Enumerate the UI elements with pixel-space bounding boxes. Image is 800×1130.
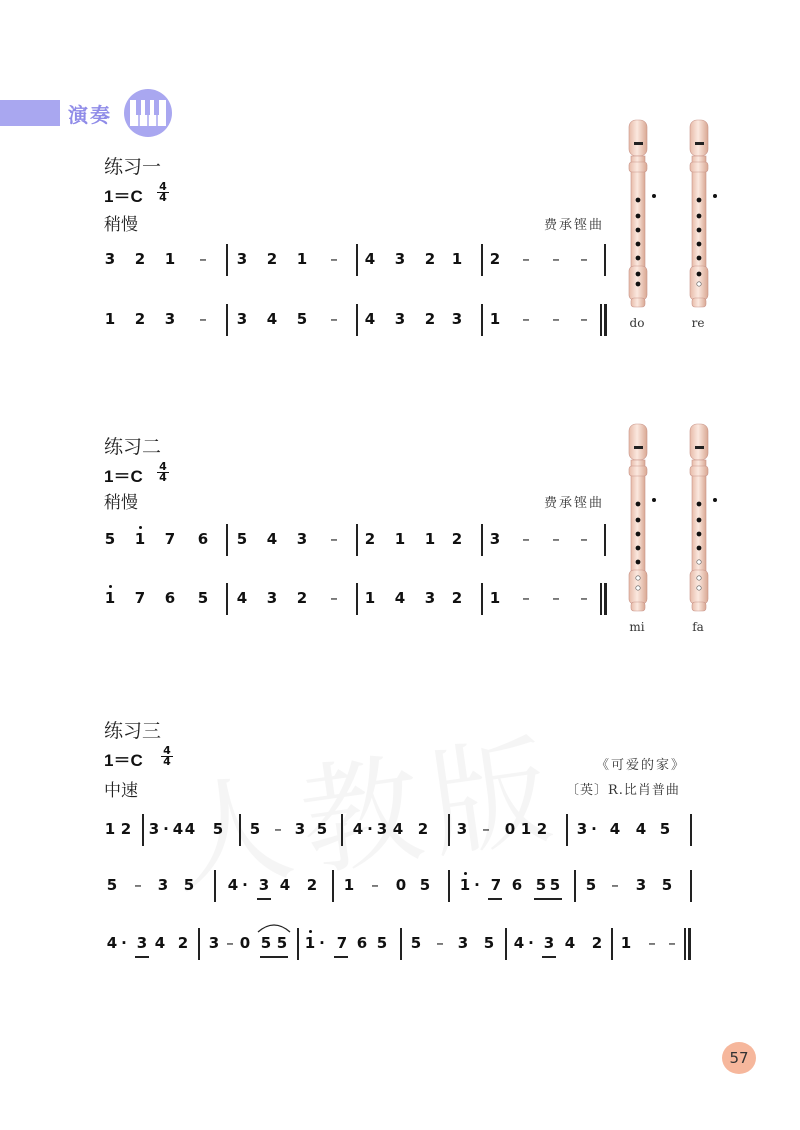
barline — [400, 928, 402, 960]
note: 7 — [134, 589, 146, 607]
note: 5 — [197, 589, 209, 607]
barline — [604, 244, 606, 276]
exercise3-song-title: 《可爱的家》 — [596, 758, 687, 773]
note: 3 — [164, 310, 176, 328]
note: 2 — [177, 934, 189, 952]
exercise1-title: 练习一 — [104, 156, 162, 178]
note-dash: – — [330, 530, 338, 548]
note: 3 — [543, 934, 555, 952]
note: 1 — [489, 310, 501, 328]
barline — [356, 244, 358, 276]
augmentation-dot: · — [121, 934, 127, 952]
note: 2 — [306, 876, 318, 894]
recorder-mi — [620, 422, 660, 614]
exercise2-time-signature — [157, 462, 169, 483]
section-header-bar — [0, 100, 60, 126]
exercise2-composer: 费承铿曲 — [544, 496, 605, 511]
underline-beam — [488, 898, 502, 900]
underline-beam — [135, 956, 149, 958]
time-bottom: 4 — [159, 471, 167, 484]
barline — [481, 583, 483, 615]
note-dash: – — [522, 250, 530, 268]
note: 6 — [356, 934, 368, 952]
note: 4 — [106, 934, 118, 952]
exercise1-composer: 费承铿曲 — [544, 218, 605, 233]
high-octave-dot — [309, 930, 312, 933]
time-top: 4 — [159, 460, 167, 473]
high-octave-dot — [464, 872, 467, 875]
note-dash: – — [522, 589, 530, 607]
note: 1 — [620, 934, 632, 952]
barline — [356, 524, 358, 556]
note-dash: – — [580, 589, 588, 607]
note: 4 — [352, 820, 364, 838]
underline-beam — [260, 956, 288, 958]
note-dash: – — [274, 820, 282, 838]
note: 5 — [535, 876, 547, 894]
note: 3 — [236, 310, 248, 328]
note: 5 — [276, 934, 288, 952]
note-dash: – — [134, 876, 142, 894]
note: 2 — [417, 820, 429, 838]
note: 3 — [148, 820, 160, 838]
note: 3 — [424, 589, 436, 607]
note: 3 — [266, 589, 278, 607]
note: 4 — [184, 820, 196, 838]
note-dash: – — [482, 820, 490, 838]
note-dash: – — [580, 250, 588, 268]
note: 5 — [249, 820, 261, 838]
time-bottom: 4 — [159, 191, 167, 204]
note: 4 — [635, 820, 647, 838]
note: 1 — [424, 530, 436, 548]
note-dash: – — [330, 250, 338, 268]
note: 5 — [236, 530, 248, 548]
note: 5 — [419, 876, 431, 894]
exercise3-key: 1＝C — [104, 751, 143, 770]
note: 3 — [489, 530, 501, 548]
note-dash: – — [371, 876, 379, 894]
note: 1 — [364, 589, 376, 607]
exercise3-title: 练习三 — [104, 720, 162, 742]
note: 5 — [585, 876, 597, 894]
exercise2-tempo: 稍慢 — [104, 493, 138, 513]
barline — [690, 870, 692, 902]
note: 1 — [343, 876, 355, 894]
note: 4 — [227, 876, 239, 894]
slur — [254, 920, 294, 934]
final-barline — [604, 304, 607, 336]
section-title: 演奏 — [68, 103, 112, 127]
note: 5 — [659, 820, 671, 838]
barline — [566, 814, 568, 846]
recorder-fa — [681, 422, 721, 614]
high-octave-dot — [139, 526, 142, 529]
barline — [297, 928, 299, 960]
note: 1 — [451, 250, 463, 268]
barline — [226, 524, 228, 556]
note-dash: – — [522, 310, 530, 328]
exercise3-composer: 〔英〕R.比肖普曲 — [566, 783, 680, 798]
note: 0 — [395, 876, 407, 894]
note: 4 — [513, 934, 525, 952]
note: 3 — [104, 250, 116, 268]
note: 4 — [172, 820, 184, 838]
note-dash: – — [330, 310, 338, 328]
note-dash: – — [226, 934, 234, 952]
note-dash: – — [552, 310, 560, 328]
note: 3 — [451, 310, 463, 328]
augmentation-dot: · — [591, 820, 597, 838]
note: 3 — [157, 876, 169, 894]
augmentation-dot: · — [319, 934, 325, 952]
note: 2 — [296, 589, 308, 607]
note: 2 — [364, 530, 376, 548]
time-top: 4 — [163, 744, 171, 757]
note: 5 — [549, 876, 561, 894]
note-dash: – — [611, 876, 619, 894]
note-dash: – — [552, 589, 560, 607]
note: 4 — [266, 530, 278, 548]
note: 3 — [457, 934, 469, 952]
piano-keys-icon — [120, 88, 176, 138]
flute-label-mi: mi — [629, 620, 645, 634]
note: 2 — [536, 820, 548, 838]
note: 1 — [394, 530, 406, 548]
barline — [214, 870, 216, 902]
barline — [611, 928, 613, 960]
note: 2 — [591, 934, 603, 952]
note: 3 — [376, 820, 388, 838]
underline-beam — [542, 956, 556, 958]
note: 3 — [208, 934, 220, 952]
note: 6 — [197, 530, 209, 548]
final-barline — [688, 928, 691, 960]
note: 5 — [106, 876, 118, 894]
flute-label-fa: fa — [692, 620, 704, 634]
note-dash: – — [648, 934, 656, 952]
note: 4 — [154, 934, 166, 952]
note: 4 — [364, 310, 376, 328]
note: 1 — [304, 934, 316, 952]
barline — [684, 928, 686, 960]
note: 4 — [266, 310, 278, 328]
barline — [448, 814, 450, 846]
recorder-re — [681, 118, 721, 310]
barline — [600, 583, 602, 615]
barline — [604, 524, 606, 556]
note: 3 — [394, 250, 406, 268]
barline — [448, 870, 450, 902]
augmentation-dot: · — [367, 820, 373, 838]
note: 7 — [336, 934, 348, 952]
note: 6 — [164, 589, 176, 607]
barline — [226, 244, 228, 276]
exercise1-time-signature — [157, 182, 169, 203]
note: 5 — [296, 310, 308, 328]
note: 5 — [483, 934, 495, 952]
note: 2 — [489, 250, 501, 268]
barline — [481, 524, 483, 556]
barline — [226, 304, 228, 336]
exercise2-key: 1＝C — [104, 467, 143, 486]
final-barline — [604, 583, 607, 615]
exercise3-tempo: 中速 — [104, 781, 138, 801]
barline — [505, 928, 507, 960]
note: 2 — [424, 310, 436, 328]
note: 3 — [394, 310, 406, 328]
recorder-do — [620, 118, 660, 310]
note: 2 — [451, 589, 463, 607]
note: 2 — [266, 250, 278, 268]
note: 2 — [451, 530, 463, 548]
note: 3 — [258, 876, 270, 894]
note: 3 — [635, 876, 647, 894]
page-number: 57 — [722, 1042, 756, 1074]
high-octave-dot — [109, 585, 112, 588]
note-dash: – — [199, 310, 207, 328]
note: 3 — [294, 820, 306, 838]
barline — [574, 870, 576, 902]
note: 7 — [164, 530, 176, 548]
note: 2 — [424, 250, 436, 268]
note: 5 — [212, 820, 224, 838]
note: 6 — [511, 876, 523, 894]
barline — [239, 814, 241, 846]
note-dash: – — [330, 589, 338, 607]
augmentation-dot: · — [474, 876, 480, 894]
note: 1 — [489, 589, 501, 607]
barline — [356, 583, 358, 615]
note: 5 — [376, 934, 388, 952]
barline — [226, 583, 228, 615]
note-dash: – — [436, 934, 444, 952]
note: 4 — [609, 820, 621, 838]
note: 1 — [296, 250, 308, 268]
note: 3 — [136, 934, 148, 952]
note: 2 — [134, 250, 146, 268]
note-dash: – — [522, 530, 530, 548]
barline — [690, 814, 692, 846]
underline-beam — [334, 956, 348, 958]
barline — [341, 814, 343, 846]
barline — [600, 304, 602, 336]
barline — [142, 814, 144, 846]
note: 4 — [279, 876, 291, 894]
note: 4 — [394, 589, 406, 607]
note: 3 — [296, 530, 308, 548]
note: 3 — [236, 250, 248, 268]
note: 1 — [134, 530, 146, 548]
note: 0 — [504, 820, 516, 838]
augmentation-dot: · — [528, 934, 534, 952]
barline — [356, 304, 358, 336]
exercise3-time-signature — [161, 746, 173, 767]
note: 3 — [456, 820, 468, 838]
underline-beam — [534, 898, 562, 900]
note: 5 — [260, 934, 272, 952]
note: 1 — [104, 310, 116, 328]
barline — [198, 928, 200, 960]
note: 4 — [364, 250, 376, 268]
time-bottom: 4 — [163, 755, 171, 768]
barline — [332, 870, 334, 902]
note: 2 — [134, 310, 146, 328]
note: 1 — [520, 820, 532, 838]
flute-label-re: re — [691, 316, 705, 330]
exercise1-key: 1＝C — [104, 187, 143, 206]
note-dash: – — [668, 934, 676, 952]
note: 3 — [576, 820, 588, 838]
note: 0 — [239, 934, 251, 952]
barline — [481, 304, 483, 336]
note-dash: – — [580, 530, 588, 548]
note-dash: – — [552, 530, 560, 548]
flute-label-do: do — [629, 316, 645, 330]
exercise1-tempo: 稍慢 — [104, 215, 138, 235]
note: 5 — [410, 934, 422, 952]
note: 5 — [183, 876, 195, 894]
note: 2 — [120, 820, 132, 838]
underline-beam — [257, 898, 271, 900]
note-dash: – — [552, 250, 560, 268]
note: 4 — [392, 820, 404, 838]
note-dash: – — [580, 310, 588, 328]
barline — [481, 244, 483, 276]
note: 4 — [564, 934, 576, 952]
note: 5 — [104, 530, 116, 548]
note: 7 — [490, 876, 502, 894]
augmentation-dot: · — [163, 820, 169, 838]
note: 1 — [104, 820, 116, 838]
note: 1 — [164, 250, 176, 268]
note: 1 — [104, 589, 116, 607]
exercise2-title: 练习二 — [104, 436, 162, 458]
note: 4 — [236, 589, 248, 607]
note-dash: – — [199, 250, 207, 268]
note: 5 — [661, 876, 673, 894]
note: 1 — [459, 876, 471, 894]
note: 5 — [316, 820, 328, 838]
augmentation-dot: · — [242, 876, 248, 894]
time-top: 4 — [159, 180, 167, 193]
